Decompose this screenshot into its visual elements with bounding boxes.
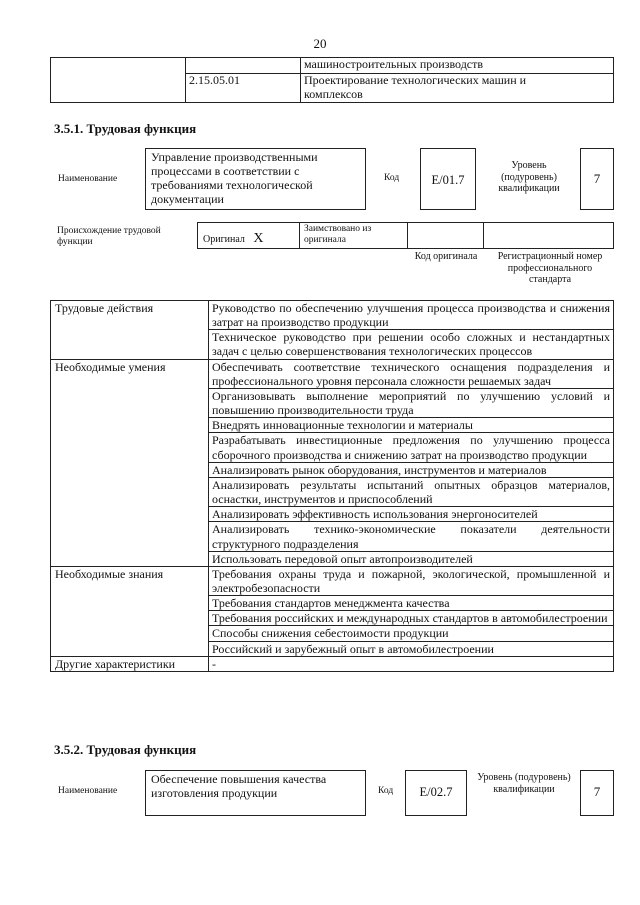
origin-borrowed-cell <box>299 222 408 249</box>
list-item: Обеспечивать соответствие технического оснащения подразделения и профессионального уровня персонала сложности решаемых задач <box>209 359 614 388</box>
list-item: Требования стандартов менеджмента качества <box>209 596 614 611</box>
origin-code-caption: Код оригинала <box>414 251 478 262</box>
code-value: E/02.7 <box>419 785 453 799</box>
level-label: Уровень (подуровень) квалификации <box>477 772 571 795</box>
top-table-empty-cell <box>51 58 186 103</box>
top-table-text: машиностроительных производств <box>301 58 614 74</box>
list-item: - <box>209 656 614 671</box>
section-heading: 3.5.1. Трудовая функция <box>54 121 197 136</box>
function-name-box <box>145 148 366 210</box>
list-item: Организовывать выполнение мероприятий по улучшению условий и повышению производительности труда <box>209 388 614 417</box>
level-value: 7 <box>593 784 601 799</box>
list-item: Разрабатывать инвестиционные предложения по улучшению процесса сборочного производства и снижению затрат на производство продукции <box>209 433 614 462</box>
list-item: Внедрять инновационные технологии и материалы <box>209 418 614 433</box>
function-name-box <box>145 770 366 816</box>
table-row <box>51 359 614 388</box>
name-label: Наименование <box>58 786 118 796</box>
top-table-code: 2.15.05.01 <box>186 74 301 103</box>
level-box <box>580 770 614 816</box>
original-label: Оригинал <box>203 234 245 245</box>
code-label: Код <box>378 786 394 796</box>
reg-number-cell <box>483 222 614 249</box>
page-number: 20 <box>313 36 327 51</box>
list-item: Анализировать эффективность использования энергоносителей <box>209 507 614 522</box>
level-box <box>580 148 614 210</box>
section-heading: 3.5.2. Трудовая функция <box>54 742 197 757</box>
origin-code-cell <box>407 222 484 249</box>
table-row <box>51 656 614 671</box>
top-table <box>50 57 614 103</box>
list-item: Анализировать рынок оборудования, инструментов и материалов <box>209 462 614 477</box>
code-box <box>405 770 467 816</box>
list-item: Российский и зарубежный опыт в автомобилестроении <box>209 641 614 656</box>
row-label-skills: Необходимые умения <box>51 359 209 566</box>
code-box <box>420 148 476 210</box>
top-table-code <box>186 58 301 74</box>
table-row <box>51 566 614 595</box>
list-item: Анализировать технико-экономические показатели деятельности структурного подразделения <box>209 522 614 551</box>
row-label-other: Другие характеристики <box>51 656 209 671</box>
level-label: Уровень (подуровень) квалификации <box>498 160 560 194</box>
original-mark: X <box>253 231 264 246</box>
row-label-knowledge: Необходимые знания <box>51 566 209 656</box>
origin-original-cell <box>197 222 300 249</box>
function-name: Управление производственными процессами в соответствии с требованиями технологической документации <box>151 150 318 207</box>
list-item: Руководство по обеспечению улучшения процесса производства и снижения затрат на производство продукции <box>209 301 614 330</box>
row-label-actions: Трудовые действия <box>51 301 209 360</box>
function-details-table <box>50 300 614 672</box>
origin-label: Происхождение трудовой функции <box>57 226 161 247</box>
code-value: E/01.7 <box>431 173 465 187</box>
list-item: Требования охраны труда и пожарной, экологической, промышленной и электробезопасности <box>209 566 614 595</box>
list-item: Использовать передовой опыт автопроизводителей <box>209 551 614 566</box>
function-name: Обеспечение повышения качества изготовления продукции <box>151 772 327 801</box>
list-item: Способы снижения себестоимости продукции <box>209 626 614 641</box>
list-item: Требования российских и международных стандартов в автомобилестроении <box>209 611 614 626</box>
name-label: Наименование <box>58 174 118 184</box>
reg-number-caption: Регистрационный номер профессионального стандарта <box>497 251 603 285</box>
table-row <box>51 301 614 330</box>
level-value: 7 <box>593 171 601 186</box>
table-row <box>51 58 614 74</box>
list-item: Техническое руководство при решении особо сложных и нестандартных задач с целью совершенствования технологических процессов <box>209 330 614 359</box>
code-label: Код <box>384 173 400 183</box>
borrowed-label: Заимствовано из оригинала <box>304 224 372 245</box>
list-item: Анализировать результаты испытаний опытных образцов материалов, оснастки, инструментов и приспособлений <box>209 477 614 506</box>
top-table-text: Проектирование технологических машин и комплексов <box>301 74 614 103</box>
